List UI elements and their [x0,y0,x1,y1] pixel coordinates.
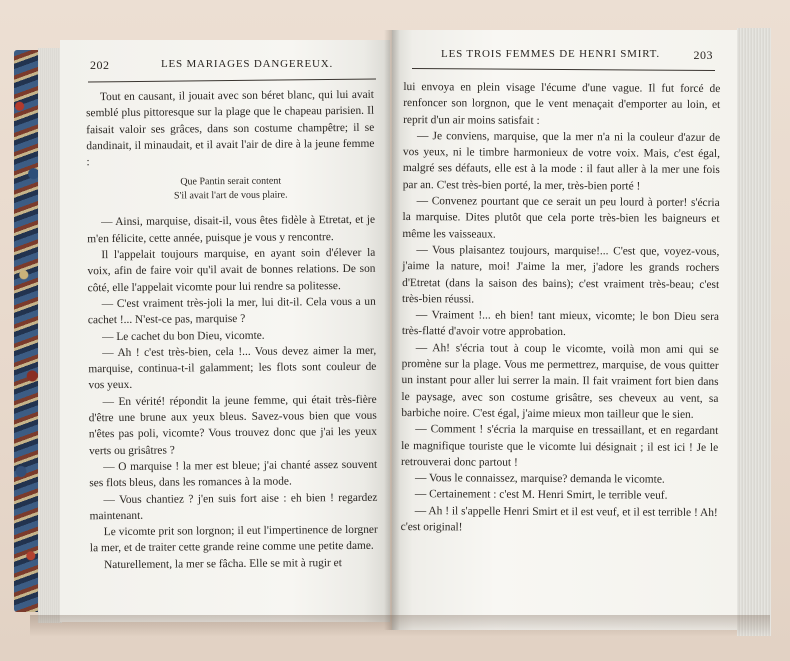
right-header-rule [412,68,715,71]
paragraph: — Vous le connaissez, marquise? demanda le vicomte. [414,472,665,486]
paragraph: — Vous chantiez ? j'en suis fort aise : eh bien ! regardez maintenant. [89,491,378,523]
paragraph: — Ah! s'écria tout à coup le vicomte, voilà mon ami qui se promène sur la plage. Vous me permettrez, marquise, de vous quitter un instant pour aller lui serrer la main. Il fait vraiment fort bien dans le paysage, avec son costume grisâtre, ses cheveux au vent, sa barbiche noire. C'est égal, j'aime mieux mon tailleur que le sien. [401,341,719,421]
paragraph: Naturellement, la mer se fâcha. Elle se mit à rugir et [103,556,342,571]
paragraph: — Comment ! s'écria la marquise en tressaillant, et en regardant le magnifique touriste que le vicomte lui désignait ; il est ici ! Je le retrouverai donc partout ! [401,423,719,469]
paragraph: — Convenez pourtant que ce serait un peu lourd à porter! s'écria la marquise. Dites plutôt que cela porte très-bien les baigneurs et même les vaisseaux. [402,195,720,241]
paragraph: — Je conviens, marquise, que la mer n'a ni la couleur d'azur de vos yeux, ni le timbre harmonieux de votre voix. Mais, c'est égal, malgré ses défauts, elle est à la mode : il faut aller à la mer une fois par an. C'est très-bien porté, la mer, très-bien porté ! [402,130,721,193]
paragraph: — O marquise ! la mer est bleue; j'ai chanté assez souvent ses flots bleus, dans les romances à la mode. [89,458,378,490]
paragraph: — Certainement : c'est M. Henri Smirt, le terrible veuf. [414,488,668,503]
paragraph: Tout en causant, il jouait avec son béret blanc, qui lui avait semblé plus pittoresque sur la plage que le chapeau parisien. Il faisait valoir ses grâces, dans son costume champêtre; il se dandinait, il minaudait, et il avait l'air de dire à la jeune femme : [86,88,375,169]
paragraph: — Vous plaisantez toujours, marquise!... C'est que, voyez-vous, j'aime la nature, moi! J'aime la mer, j'adore les grands rochers d'Etretat (dans la saison des bains); c'est vraiment très-beau; c'est très-bien réussi. [402,244,720,306]
right-page-edges [737,28,771,636]
right-page-number: 203 [693,48,713,62]
left-running-head: LES MARIAGES DANGEREUX. [160,58,334,70]
verse-line: S'il avait l'art de vous plaire. [173,189,288,202]
left-page-text [86,87,378,574]
verse-line: Que Pantin serait content [180,176,282,188]
book-shadow [30,615,770,637]
verse-quote [87,174,375,205]
book-gutter [384,30,400,630]
paragraph: — Ah ! c'est très-bien, cela !... Vous devez aimer la mer, marquise, continua-t-il galamment; les flots sont couleur de vos yeux. [88,344,377,392]
left-page [60,40,390,622]
paragraph: — Ah ! il s'appelle Henri Smirt et il est veuf, et il est terrible ! Ah! c'est original! [400,504,718,534]
paragraph: — C'est vraiment très-joli la mer, lui dit-il. Cela vous a un cachet !... N'est-ce pas, marquise ? [87,295,376,327]
left-page-header [60,58,390,70]
right-page-text [401,79,721,537]
paragraph: lui envoya en plein visage l'écume d'une vague. Il fut forcé de renfoncer son lorgnon, que le vent menaçait d'emporter au loin, et reprit d'un air moins satisfait : [403,81,721,127]
right-running-head: LES TROIS FEMMES DE HENRI SMIRT. [441,48,660,60]
paragraph: Il l'appelait toujours marquise, en ayant soin d'élever la voix, afin de faire voir qu'il avait de bonnes relations. De son côté, elle l'appelait vicomte pour lui rendre sa politesse. [87,246,376,294]
paragraph: — En vérité! répondit la jeune femme, qui était très-fière d'être une brune aux yeux bleus. Savez-vous bien que vous n'êtes pas poli, vicomte? Vous trouvez donc que j'ai les yeux verts ou grisâtres ? [88,393,377,457]
left-header-rule [88,78,376,82]
paragraph: — Le cachet du bon Dieu, vicomte. [102,329,265,343]
right-page-header [392,48,737,60]
left-page-edges [38,48,62,623]
right-page [392,30,737,630]
left-page-number: 202 [90,58,110,72]
paragraph: Le vicomte prit son lorgnon; il eut l'impertinence de lorgner la mer, et de traiter cette grande reine comme une petite dame. [89,523,378,555]
paragraph: — Ainsi, marquise, disait-il, vous êtes fidèle à Etretat, et je m'en félicite, cette année, puisque je vous y rencontre. [87,214,376,246]
paragraph: — Vraiment !... eh bien! tant mieux, vicomte; le bon Dieu sera très-flatté d'avoir votre approbation. [401,309,719,339]
